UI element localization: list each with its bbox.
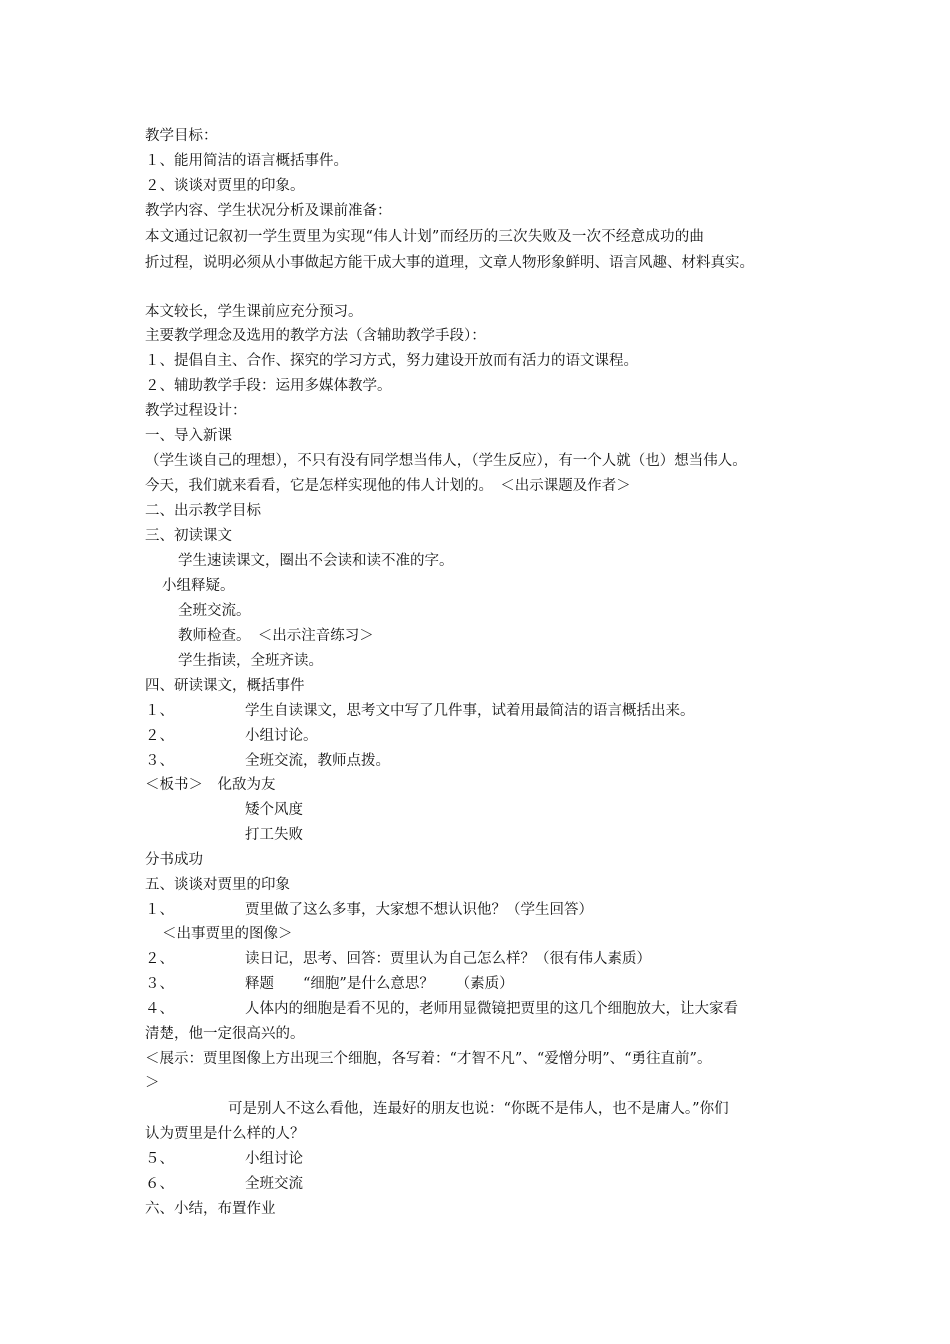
heading-teaching-methods: 主要教学理念及选用的教学方法（含辅助教学手段）： <box>145 328 486 344</box>
section-heading-2: 二、出示教学目标 <box>145 503 261 519</box>
step-line: 教师检查。 ＜出示注音练习＞ <box>178 628 374 644</box>
section-heading-6: 六、小结，布置作业 <box>145 1201 276 1217</box>
list-number: ６、 <box>145 1176 174 1192</box>
list-number: １、 <box>145 703 174 719</box>
step-line: 学生指读，全班齐读。 <box>178 653 323 669</box>
board-notes: ＜板书＞ 化敌为友 <box>145 777 276 793</box>
list-item-text: 小组讨论 <box>245 1151 303 1167</box>
media-note: ＜展示：贾里图像上方出现三个细胞，各写着：“才智不凡”、“爱憎分明”、“勇往直前”。 <box>145 1051 712 1067</box>
list-number: １、 <box>145 902 174 918</box>
method-item-2: ２、辅助教学手段：运用多媒体教学。 <box>145 378 392 394</box>
paragraph-line: 本文通过记叙初一学生贾里为实现“伟人计划”而经历的三次失败及一次不经意成功的曲 <box>145 229 705 245</box>
list-item-text: 学生自读课文，思考文中写了几件事，试着用最简洁的语言概括出来。 <box>245 703 695 719</box>
section-heading-4: 四、研读课文，概括事件 <box>145 678 305 694</box>
heading-content-analysis: 教学内容、学生状况分析及课前准备： <box>145 203 392 219</box>
method-item-1: １、提倡自主、合作、探究的学习方式，努力建设开放而有活力的语文课程。 <box>145 353 638 369</box>
section-heading-1: 一、导入新课 <box>145 428 232 444</box>
board-item: 矮个风度 <box>245 802 303 818</box>
list-number: ２、 <box>145 728 174 744</box>
paragraph-line: 本文较长，学生课前应充分预习。 <box>145 304 363 320</box>
list-item-text: 全班交流，教师点拨。 <box>245 753 390 769</box>
paragraph-line: （学生谈自己的理想），不只有没有同学想当伟人，（学生反应），有一个人就（也）想当伟人。 <box>145 453 747 469</box>
paragraph-line: 折过程，说明必须从小事做起方能干成大事的道理，文章人物形象鲜明、语言风趣、材料真实。 <box>145 255 754 271</box>
step-line: 学生速读课文，圈出不会读和读不准的字。 <box>178 553 454 569</box>
step-line: 小组释疑。 <box>162 578 235 594</box>
list-item-text: 释题 “细胞”是什么意思？ （素质） <box>245 976 514 992</box>
list-number: ３、 <box>145 976 174 992</box>
heading-teaching-goals: 教学目标： <box>145 128 218 144</box>
paragraph-line: 认为贾里是什么样的人？ <box>145 1126 305 1142</box>
media-note-end: ＞ <box>145 1075 160 1091</box>
section-heading-5: 五、谈谈对贾里的印象 <box>145 877 290 893</box>
list-number: ４、 <box>145 1001 174 1017</box>
goal-item-2: ２、谈谈对贾里的印象。 <box>145 178 305 194</box>
list-item-text: 读日记，思考、回答：贾里认为自己怎么样？（很有伟人素质） <box>245 951 651 967</box>
list-number: ３、 <box>145 753 174 769</box>
list-item-text: 贾里做了这么多事，大家想不想认识他？（学生回答） <box>245 902 593 918</box>
list-item-text: 小组讨论。 <box>245 728 318 744</box>
paragraph-line: 今天，我们就来看看，它是怎样实现他的伟人计划的。 ＜出示课题及作者＞ <box>145 478 631 494</box>
list-item-text: 人体内的细胞是看不见的，老师用显微镜把贾里的这几个细胞放大，让大家看 <box>245 1001 738 1017</box>
list-item-text: 全班交流 <box>245 1176 303 1192</box>
heading-process-design: 教学过程设计： <box>145 403 247 419</box>
step-line: 全班交流。 <box>178 603 251 619</box>
paragraph-line: 可是别人不这么看他，连最好的朋友也说：“你既不是伟人，也不是庸人。”你们 <box>228 1101 729 1117</box>
goal-item-1: １、能用简洁的语言概括事件。 <box>145 153 348 169</box>
paragraph-line: 清楚，他一定很高兴的。 <box>145 1026 305 1042</box>
media-note: ＜出事贾里的图像＞ <box>162 926 293 942</box>
section-heading-3: 三、初读课文 <box>145 528 232 544</box>
board-item: 分书成功 <box>145 852 203 868</box>
list-number: ２、 <box>145 951 174 967</box>
board-item: 打工失败 <box>245 827 303 843</box>
list-number: ５、 <box>145 1151 174 1167</box>
